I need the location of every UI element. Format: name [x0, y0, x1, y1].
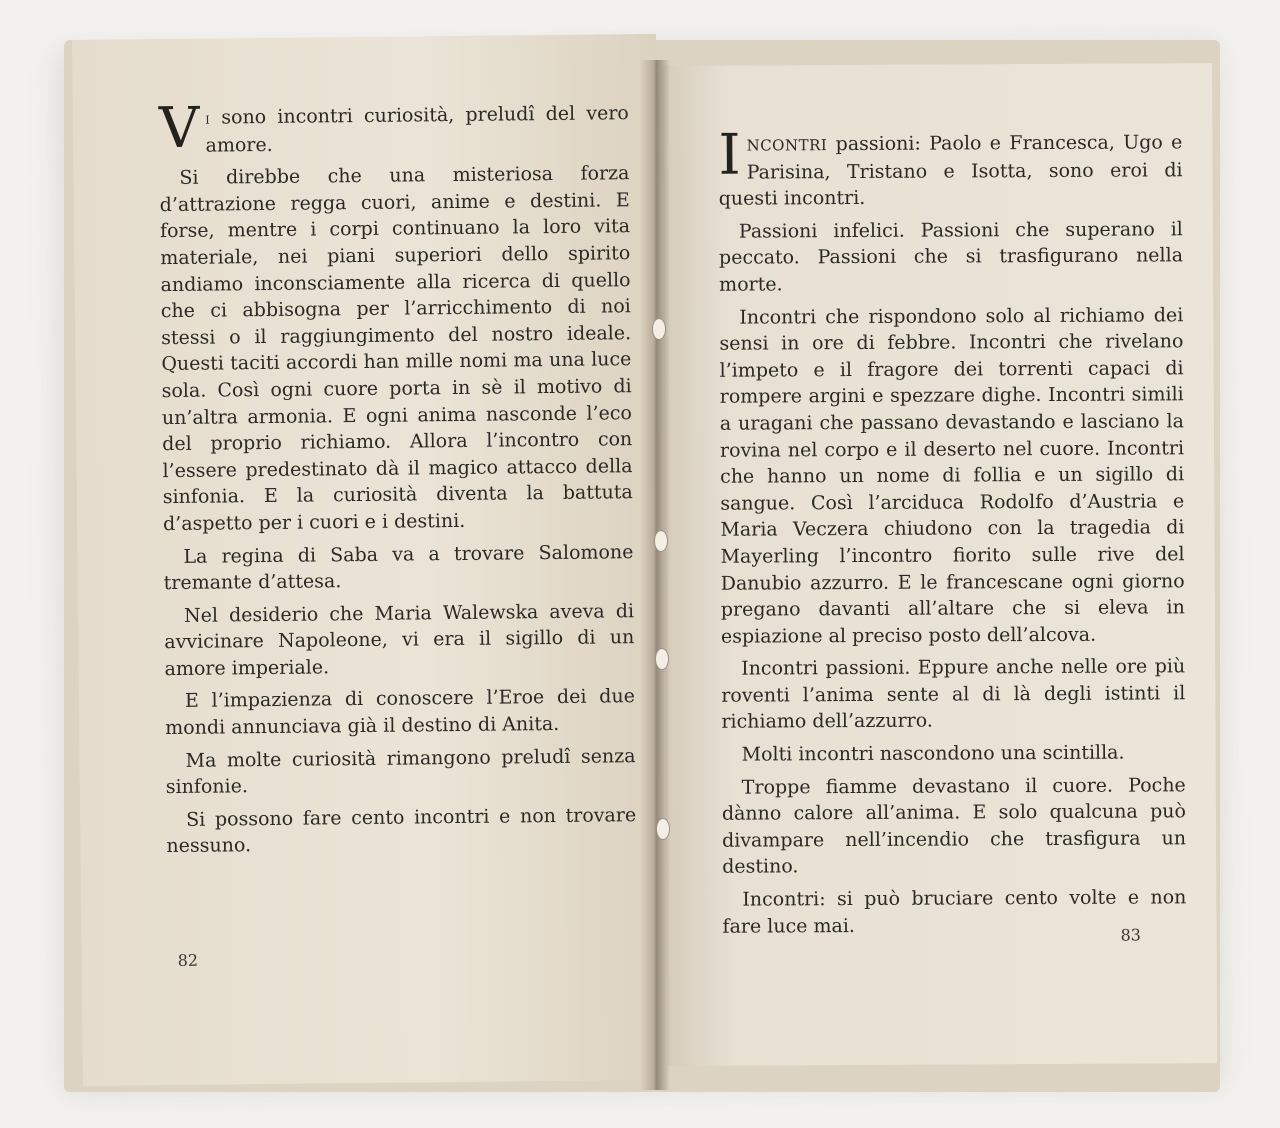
right-paragraph-6: Troppe fiamme devastano il cuore. Poche dànno calore all’anima. E solo qualcuna può divampare nell’incendio che trasfigura un destino. — [721, 773, 1187, 879]
left-paragraph-7: Si possono fare cento incontri e non trovare nessuno. — [166, 803, 637, 858]
right-dropcap: I — [718, 122, 741, 188]
right-page — [662, 63, 1217, 1066]
left-paragraph-text: sono incontri curiosità, preludî del vero amore. — [205, 102, 629, 157]
left-paragraph-4: Nel desiderio che Maria Walewska aveva di avvicinare Napoleone, vi era il sigillo di un amore imperiale. — [164, 599, 635, 680]
right-page-number: 83 — [1120, 925, 1141, 945]
left-page-number: 82 — [177, 950, 199, 970]
left-paragraph-5: E l’impazienza di conoscere l’Eroe dei due mondi annunciava già il destino di Anita. — [165, 685, 636, 740]
right-paragraph-5: Molti incontri nascondono una scintilla. — [741, 741, 1125, 766]
left-paragraph-2: Si direbbe che una misteriosa forza d’attrazione regga cuori, anime e destini. E forse, mentre i corpi continuano la loro vita materiale, nei piani superiori dello spirito andiamo inconsciamente alla ricerca di quello che ci abbisogna per l’arricchimento di noi stessi o il raggiungimento del nostro ideale. Questi taciti accordi han mille nomi ma una luce sola. Così ogni cuore porta in sè il motivo di un’altra armonia. E ogni anima nasconde l’eco del proprio richiamo. Allora l’incontro con l’essere predestinato dà il magico attacco della sinfonia. E la curiosità diventa la battuta d’aspetto per i cuori e i destini. — [159, 162, 633, 535]
right-paragraph-text: passioni: Paolo e Francesca, Ugo e Parisina, Tristano e Isotta, sono eroi di questi incontri. — [718, 131, 1183, 210]
left-paragraph-3: La regina di Saba va a trovare Salomone tremante d’attesa. — [163, 540, 634, 595]
right-first-word: NCONTRI — [746, 136, 828, 155]
left-paragraph-6: Ma molte curiosità rimangono preludî senza sinfonie. — [165, 744, 636, 799]
right-paragraph-4: Incontri passioni. Eppure anche nelle ore più roventi l’anima sente al di là degli istinti il richiamo dell’azzurro. — [721, 655, 1186, 734]
left-first-word: i — [205, 109, 211, 128]
binding-stitch — [654, 530, 668, 552]
right-paragraph-2: Passioni infelici. Passioni che superano il peccato. Passioni che si trasfigurano nella morte. — [718, 218, 1184, 296]
binding-stitch — [655, 648, 669, 670]
right-paragraph-7: Incontri: si può bruciare cento volte e non fare luce mai. — [722, 886, 1187, 938]
left-page — [72, 34, 667, 1086]
binding-stitch — [656, 818, 670, 840]
binding-stitch — [652, 318, 666, 340]
right-page-text — [718, 122, 1187, 946]
left-dropcap: V — [158, 95, 200, 162]
left-paragraph-1 — [158, 95, 630, 162]
right-paragraph-3: Incontri che rispondono solo al richiamo dei sensi in ore di febbre. Incontri che rivelano l’impeto e il fragore dei torrenti capaci di rompere argini e spezzare dighe. Incontri simili a uragani che passano devastando e lasciano la rovina nel corpo e il deserto nel cuore. Incontri che hanno un nome di follia e un sigillo di sangue. Così l’arciduca Rodolfo d’Austria e Maria Veczera chiudono con la tragedia di Mayerling l’incontro fiorito sulle rive del Danubio azzurro. E le francescane ogni giorno pregano davanti all’altare che si eleva in espiazione al preciso posto dell’alcova. — [719, 303, 1185, 648]
right-paragraph-1 — [718, 122, 1183, 212]
left-page-text — [158, 95, 637, 866]
book-gutter — [640, 60, 670, 1090]
